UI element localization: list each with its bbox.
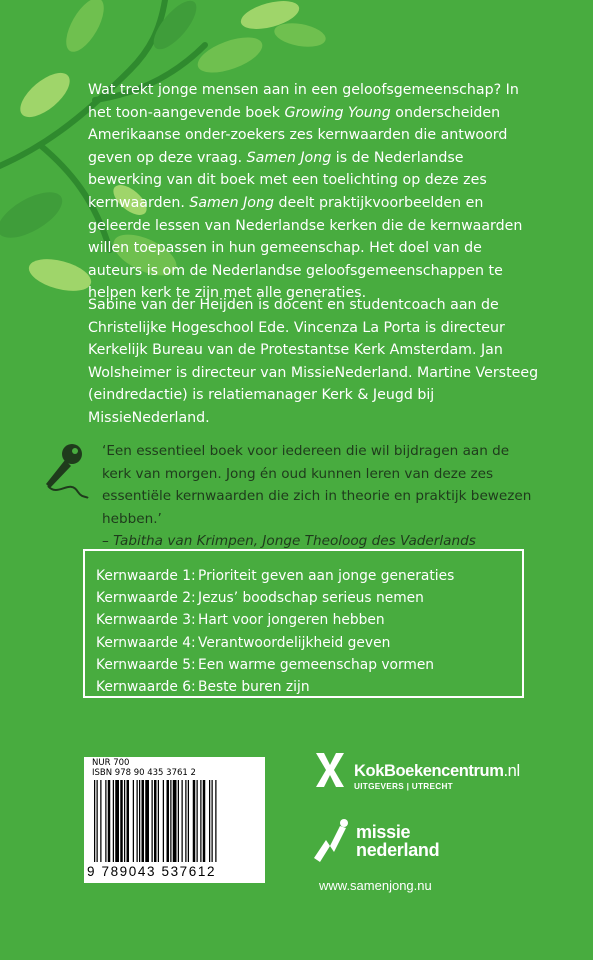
barcode-bar [127, 780, 130, 862]
barcode-bar [108, 780, 111, 862]
barcode-bar [97, 780, 98, 862]
description-run: onderscheiden Amerikaanse onder-zoekers zes kernwaarden die antwoord geven op deze vraag. [88, 104, 508, 166]
barcode-bar [203, 780, 206, 862]
publisher-logo [312, 751, 572, 801]
core-value-label: Kernwaarde 4: [96, 634, 196, 651]
barcode-bar [173, 780, 177, 862]
barcode-bar [178, 780, 179, 862]
barcode-bar [133, 780, 134, 862]
barcode-bar [200, 780, 201, 862]
barcode-bar [120, 780, 123, 862]
barcode-bar [163, 780, 164, 862]
description-paragraph [88, 79, 540, 305]
barcode-bar [170, 780, 171, 862]
core-value-row [96, 632, 522, 654]
barcode-bar [158, 780, 159, 862]
barcode-bar [197, 780, 198, 862]
barcode-bar [182, 780, 183, 862]
barcode-bar [167, 780, 170, 862]
core-values-box [83, 549, 524, 698]
microphone-icon [38, 440, 90, 500]
core-value-label: Kernwaarde 3: [96, 612, 196, 629]
core-value-row [96, 676, 522, 698]
barcode-bar [139, 780, 140, 862]
core-value-text: Hart voor jongeren hebben [198, 612, 385, 629]
partner-logo [312, 818, 512, 868]
core-value-text: Beste buren zijn [198, 678, 310, 695]
description-run: is de Nederlandse bewerking van dit boek met een toelichting op deze zes kernwaarden. [88, 149, 487, 211]
core-value-text: Een warme gemeenschap vormen [198, 656, 435, 673]
core-value-label: Kernwaarde 6: [96, 678, 196, 695]
core-value-row [96, 587, 522, 609]
barcode-bar [215, 780, 216, 862]
barcode-digits: 9 789043 537612 [87, 864, 217, 879]
core-value-text: Prioriteit geven aan jonge generaties [198, 568, 455, 584]
core-value-text: Verantwoordelijkheid geven [198, 634, 391, 651]
description-italic-run: Growing Young [284, 104, 391, 121]
description-run: deelt praktijkvoorbeelden en geleerde lessen van Nederlandse kerken die de kernwaarden willen toepassen in hun gemeenschap. Het doel van de auteurs is om de Nederlandse geloofsgemeenschappen te helpen kerk te zijn met alle generaties. [88, 194, 523, 302]
nur-code: NUR 700 [92, 758, 130, 768]
barcode-bar [137, 780, 138, 862]
barcode-bar [212, 780, 213, 862]
core-value-text: Jezus’ boodschap serieus nemen [198, 590, 424, 607]
barcode-bar [154, 780, 157, 862]
quote-attribution: – Tabitha van Krimpen, Jonge Theoloog des Vaderlands [102, 533, 476, 550]
description-run: Wat trekt jonge mensen aan in een geloofsgemeenschap? In het toon-aangevende boek [88, 82, 519, 121]
barcode-bars [92, 780, 258, 862]
barcode-bar [193, 780, 196, 862]
publisher-subtitle: UITGEVERS | UTRECHT [354, 782, 453, 791]
barcode-bar [105, 780, 106, 862]
website-url: www.samenjong.nu [319, 878, 432, 893]
barcode [84, 757, 265, 883]
barcode-bar [185, 780, 186, 862]
barcode-bar [152, 780, 153, 862]
barcode-bar [188, 780, 189, 862]
kokboekencentrum-logo-icon [312, 751, 348, 789]
barcode-bar [113, 780, 114, 862]
core-value-row [96, 609, 522, 631]
description-italic-run: Samen Jong [246, 149, 332, 166]
core-value-row [96, 565, 522, 587]
core-value-row [96, 654, 522, 676]
barcode-bar [115, 780, 119, 862]
barcode-bar [100, 780, 101, 862]
barcode-bar [209, 780, 210, 862]
publisher-name: KokBoekencentrum.nl [354, 762, 520, 780]
barcode-bar [142, 780, 145, 862]
partner-name-line2: nederland [356, 840, 440, 860]
quote-text: ‘Een essentieel boek voor iedereen die wil bijdragen aan de kerk van morgen. Jong én oud kunnen leren van deze zes essentiële kernwaarden die zich in theorie en praktijk bewezen hebben.’ [102, 443, 532, 527]
barcode-bar [124, 780, 125, 862]
barcode-bar [145, 780, 149, 862]
partner-name-line1: missie [356, 822, 411, 842]
core-value-label: Kernwaarde 5: [96, 656, 196, 673]
authors-paragraph: Sabine van der Heijden is docent en studentcoach aan de Christelijke Hogeschool Ede. Vincenza La Porta is directeur Kerkelijk Bureau van de Protestantse Kerk Amsterdam. Jan Wolsheimer is directeur van MissieNederland. Martine Versteeg (eindredactie) is relatiemanager Kerk & Jeugd bij MissieNederland. [88, 297, 539, 426]
endorsement-quote [102, 440, 542, 553]
isbn-code: ISBN 978 90 435 3761 2 [92, 768, 196, 778]
barcode-bar [94, 780, 95, 862]
description-italic-run: Samen Jong [189, 194, 274, 211]
core-value-label: Kernwaarde 1: [96, 568, 196, 584]
core-value-label: Kernwaarde 2: [96, 590, 196, 607]
missie-nederland-logo-icon [312, 818, 352, 864]
